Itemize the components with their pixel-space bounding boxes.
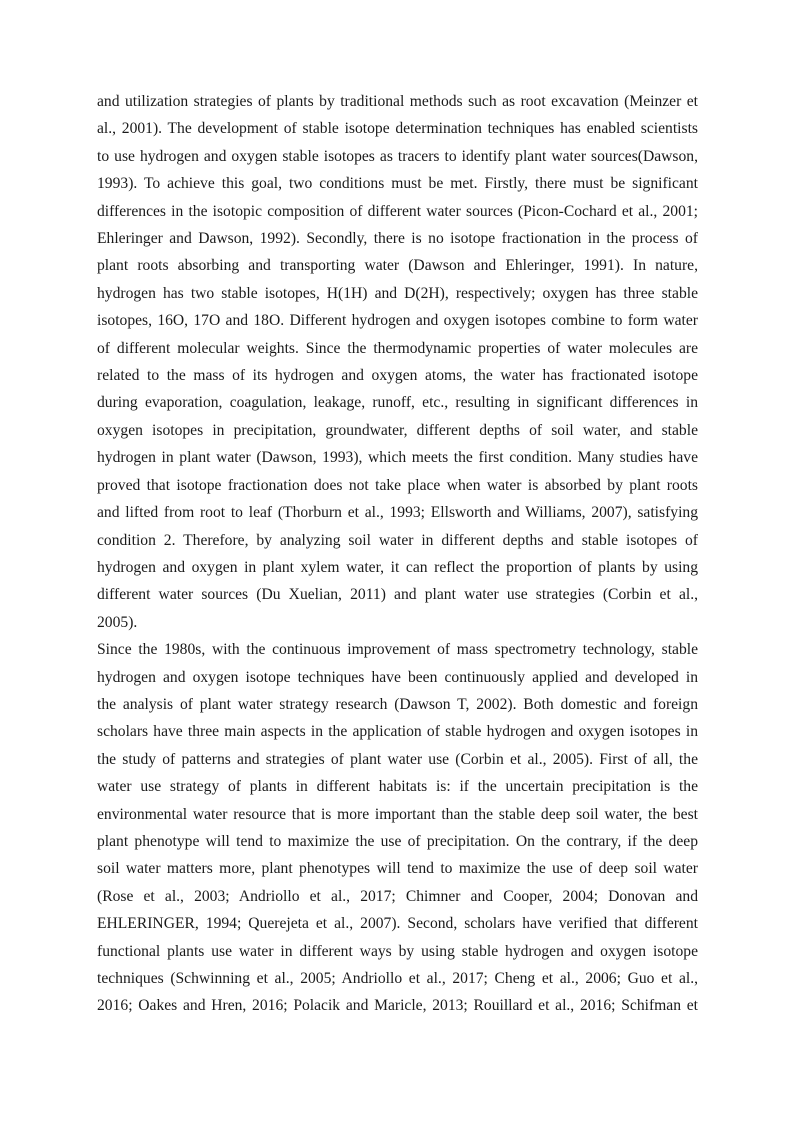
text-line: Since the 1980s, with the continuous improvement of mass spectrometry technology, stable: [97, 641, 698, 659]
text-line: hydrogen has two stable isotopes, H(1H) and D(2H), respectively; oxygen has three stable: [97, 284, 698, 302]
text-line: to use hydrogen and oxygen stable isotopes as tracers to identify plant water sources(Dawson,: [97, 147, 698, 165]
text-line: Ehleringer and Dawson, 1992). Secondly, there is no isotope fractionation in the process of: [97, 230, 698, 248]
text-line: and utilization strategies of plants by traditional methods such as root excavation (Meinzer et: [97, 93, 698, 110]
text-line: the analysis of plant water strategy research (Dawson T, 2002). Both domestic and foreign: [97, 695, 698, 713]
text-line: of different molecular weights. Since the thermodynamic properties of water molecules are: [97, 339, 698, 357]
text-line: techniques (Schwinning et al., 2005; Andriollo et al., 2017; Cheng et al., 2006; Guo et al.,: [97, 970, 698, 987]
text-line: oxygen isotopes in precipitation, groundwater, different depths of soil water, and stable: [97, 421, 698, 439]
text-line: functional plants use water in different ways by using stable hydrogen and oxygen isotope: [97, 942, 698, 960]
text-line: related to the mass of its hydrogen and oxygen atoms, the water has fractionated isotope: [97, 367, 698, 385]
text-line: al., 2001). The development of stable isotope determination techniques has enabled scientists: [97, 120, 698, 138]
text-line: during evaporation, coagulation, leakage, runoff, etc., resulting in significant differences in: [97, 394, 698, 412]
text-line: condition 2. Therefore, by analyzing soil water in different depths and stable isotopes of: [97, 531, 698, 549]
text-line: and lifted from root to leaf (Thorburn et al., 1993; Ellsworth and Williams, 2007), satisfying: [97, 504, 698, 522]
text-line: plant roots absorbing and transporting water (Dawson and Ehleringer, 1991). In nature,: [97, 257, 698, 275]
text-line: (Rose et al., 2003; Andriollo et al., 2017; Chimner and Cooper, 2004; Donovan and: [97, 887, 698, 905]
text-line: hydrogen in plant water (Dawson, 1993), which meets the first condition. Many studies have: [97, 449, 698, 467]
text-line: different water sources (Du Xuelian, 2011) and plant water use strategies (Corbin et al.,: [97, 586, 698, 604]
text-line: plant phenotype will tend to maximize the use of precipitation. On the contrary, if the deep: [97, 832, 698, 850]
text-line: soil water matters more, plant phenotypes will tend to maximize the use of deep soil water: [97, 860, 698, 878]
text-line: differences in the isotopic composition of different water sources (Picon-Cochard et al., 2001;: [97, 202, 698, 220]
text-line: EHLERINGER, 1994; Querejeta et al., 2007). Second, scholars have verified that different: [97, 915, 698, 933]
text-line: the study of patterns and strategies of plant water use (Corbin et al., 2005). First of all, the: [97, 750, 698, 768]
text-line: environmental water resource that is more important than the stable deep soil water, the best: [97, 805, 698, 823]
text-line: hydrogen and oxygen in plant xylem water, it can reflect the proportion of plants by using: [97, 558, 698, 576]
document-page: [97, 88, 698, 1020]
text-line: proved that isotope fractionation does not take place when water is absorbed by plant roots: [97, 476, 698, 494]
text-line: hydrogen and oxygen isotope techniques have been continuously applied and developed in: [97, 668, 698, 686]
text-line: water use strategy of plants in different habitats is: if the uncertain precipitation is the: [97, 778, 698, 796]
paragraph-isotope-methods: [97, 88, 698, 636]
text-line: 2016; Oakes and Hren, 2016; Polacik and Maricle, 2013; Rouillard et al., 2016; Schifman et: [97, 997, 698, 1015]
text-line: scholars have three main aspects in the application of stable hydrogen and oxygen isotopes in: [97, 723, 698, 741]
text-line: 2005).: [97, 613, 138, 631]
text-line: 1993). To achieve this goal, two conditions must be met. Firstly, there must be significant: [97, 175, 698, 193]
text-line: isotopes, 16O, 17O and 18O. Different hydrogen and oxygen isotopes combine to form water: [97, 312, 698, 330]
paragraph-mass-spectrometry: [97, 636, 698, 1020]
